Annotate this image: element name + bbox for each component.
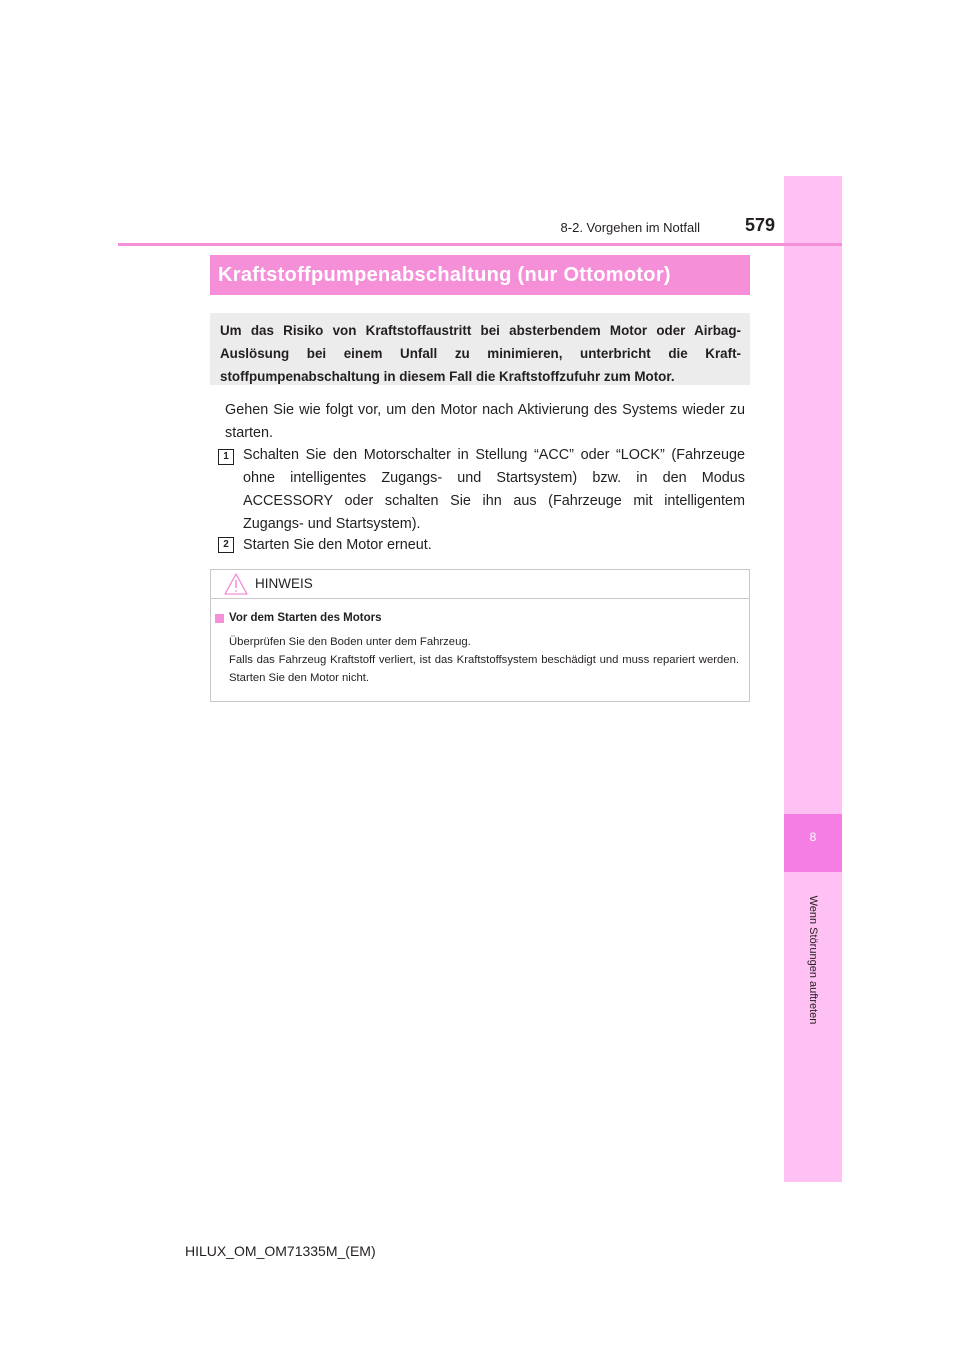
- notice-body: [229, 633, 739, 687]
- page-number: 579: [744, 215, 775, 235]
- notice-heading: Vor dem Starten des Motors: [229, 612, 382, 624]
- chapter-number: 8: [809, 830, 817, 844]
- chapter-title-text: Wenn Störungen auftreten: [807, 895, 819, 1025]
- warning-icon: [223, 572, 249, 596]
- header-rule: [118, 243, 842, 246]
- notice-bullet: [215, 614, 224, 623]
- notice-line-2: Falls das Fahrzeug Kraftstoff verliert, ist das Kraftstoffsystem beschädigt und muss repariert werden. Starten Sie den Motor nicht.: [229, 654, 739, 684]
- notice-line-1: Überprüfen Sie den Boden unter dem Fahrzeug.: [229, 636, 471, 648]
- notice-label: HINWEIS: [255, 576, 313, 591]
- step-1-marker: 1: [218, 449, 234, 465]
- step-1-text: Schalten Sie den Motorschalter in Stellung “ACC” oder “LOCK” (Fahrzeuge ohne intelligentes Zugangs- und Startsystem) bzw. in den Modus ACCESSORY oder schalten Sie ihn aus (Fahrzeuge mit intelligentem Zugangs- und Startsystem).: [243, 447, 745, 532]
- notice-divider: [211, 598, 749, 599]
- step-2-marker: 2: [218, 537, 234, 553]
- step-2-text: Starten Sie den Motor erneut.: [243, 537, 432, 553]
- chapter-side-tab: [784, 176, 842, 1182]
- page-title: Kraftstoffpumpenabschaltung (nur Ottomotor): [218, 263, 671, 286]
- section-label: 8-2. Vorgehen im Notfall: [560, 220, 700, 235]
- intro-box: Um das Risiko von Kraftstoffaustritt bei absterbendem Motor oder Airbag-Auslösung bei einem Unfall zu minimieren, unterbricht die Kraftstoffpumpenabschaltung in diesem Fall die Kraftstoffzufuhr zum Motor.: [210, 313, 750, 385]
- title-banner: [210, 255, 750, 295]
- document-id: HILUX_OM_OM71335M_(EM): [185, 1243, 376, 1259]
- body-paragraph: Gehen Sie wie folgt vor, um den Motor nach Aktivierung des Systems wieder zu starten.: [225, 402, 745, 441]
